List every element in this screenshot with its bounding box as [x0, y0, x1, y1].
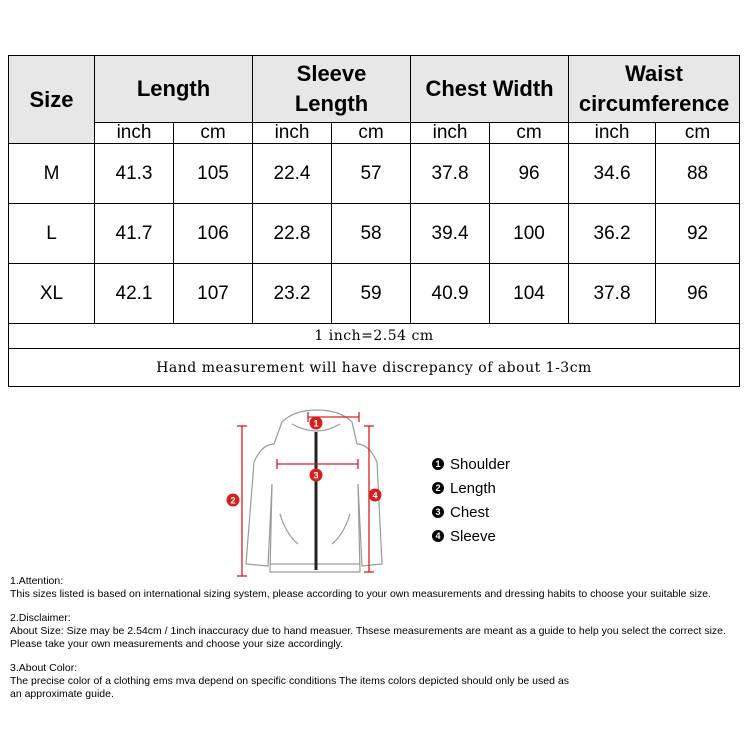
unit-cell: inch	[569, 123, 656, 144]
header-row	[9, 56, 740, 123]
svg-text:3: 3	[313, 470, 319, 481]
legend-label: Length	[450, 479, 496, 497]
disclaimer-text: Please take your own measurements and choose your size accordingly.	[10, 638, 344, 650]
value-cell: 107	[174, 264, 253, 324]
sleeve-header-line2: Length	[294, 91, 369, 116]
conversion-row	[9, 324, 740, 349]
value-cell: 36.2	[569, 204, 656, 264]
value-cell: 37.8	[411, 144, 490, 204]
value-cell: 96	[656, 264, 740, 324]
jacket-diagram	[222, 404, 392, 579]
units-row	[9, 123, 740, 144]
value-cell: 39.4	[411, 204, 490, 264]
marker-1	[310, 417, 323, 430]
legend-item	[432, 524, 510, 548]
attention-text: This sizes listed is based on international sizing system, please according to your own measurements and dressing habits to choose your suitable size.	[10, 588, 711, 600]
legend-item	[432, 500, 510, 524]
size-cell: M	[9, 144, 95, 204]
color-text: an approximate guide.	[10, 688, 114, 700]
value-cell: 58	[332, 204, 411, 264]
legend-number: 1	[432, 458, 444, 470]
value-cell: 92	[656, 204, 740, 264]
value-cell: 96	[490, 144, 569, 204]
value-cell: 105	[174, 144, 253, 204]
unit-cell: cm	[332, 123, 411, 144]
size-header: Size	[9, 56, 95, 144]
legend-number: 2	[432, 482, 444, 494]
size-cell: L	[9, 204, 95, 264]
waist-header-line2: circumference	[578, 91, 730, 116]
value-cell: 42.1	[95, 264, 174, 324]
unit-cell: inch	[411, 123, 490, 144]
table-row	[9, 144, 740, 204]
unit-cell: inch	[253, 123, 332, 144]
marker-3	[310, 469, 323, 482]
value-cell: 41.3	[95, 144, 174, 204]
value-cell: 22.4	[253, 144, 332, 204]
svg-text:4: 4	[372, 490, 378, 501]
value-cell: 41.7	[95, 204, 174, 264]
measurement-note: Hand measurement will have discrepancy of about 1-3cm	[9, 349, 740, 387]
value-cell: 40.9	[411, 264, 490, 324]
value-cell: 57	[332, 144, 411, 204]
chest-header: Chest Width	[411, 56, 569, 123]
value-cell: 37.8	[569, 264, 656, 324]
measure-lines	[237, 412, 374, 576]
measurement-legend	[432, 452, 510, 548]
disclaimer-title: 2.Disclaimer:	[10, 612, 71, 624]
attention-title: 1.Attention:	[10, 575, 64, 587]
legend-item	[432, 476, 510, 500]
marker-2	[227, 494, 240, 507]
value-cell: 100	[490, 204, 569, 264]
disclaimer-text: About Size: Size may be 2.54cm / 1inch inaccuracy due to hand measuer. Thsese measurements are meant as a guide to help you select the correct size.	[10, 625, 726, 637]
sleeve-header	[253, 56, 411, 123]
legend-item	[432, 452, 510, 476]
value-cell: 22.8	[253, 204, 332, 264]
sleeve-header-line1: Sleeve	[296, 61, 367, 86]
legend-label: Chest	[450, 503, 490, 521]
svg-text:1: 1	[313, 418, 319, 429]
length-header: Length	[95, 56, 253, 123]
color-title: 3.About Color:	[10, 662, 78, 674]
color-text: The precise color of a clothing ems mva depend on specific conditions The items colors depicted should only be used as	[10, 675, 569, 687]
size-chart-table	[8, 55, 740, 387]
size-cell: XL	[9, 264, 95, 324]
jacket-outline	[246, 410, 382, 572]
waist-header-line1: Waist	[625, 61, 683, 86]
value-cell: 106	[174, 204, 253, 264]
waist-header	[569, 56, 740, 123]
unit-cell: cm	[656, 123, 740, 144]
value-cell: 88	[656, 144, 740, 204]
legend-label: Shoulder	[450, 455, 511, 473]
unit-cell: cm	[490, 123, 569, 144]
unit-cell: inch	[95, 123, 174, 144]
legend-number: 3	[432, 506, 444, 518]
value-cell: 104	[490, 264, 569, 324]
table-row	[9, 264, 740, 324]
conversion-text: 1 inch=2.54 cm	[9, 324, 740, 349]
table-row	[9, 204, 740, 264]
marker-4	[369, 489, 382, 502]
value-cell: 59	[332, 264, 411, 324]
legend-label: Sleeve	[450, 527, 496, 545]
svg-text:2: 2	[230, 495, 236, 506]
value-cell: 34.6	[569, 144, 656, 204]
notes-section	[10, 575, 745, 701]
unit-cell: cm	[174, 123, 253, 144]
note-row	[9, 349, 740, 387]
value-cell: 23.2	[253, 264, 332, 324]
legend-number: 4	[432, 530, 444, 542]
